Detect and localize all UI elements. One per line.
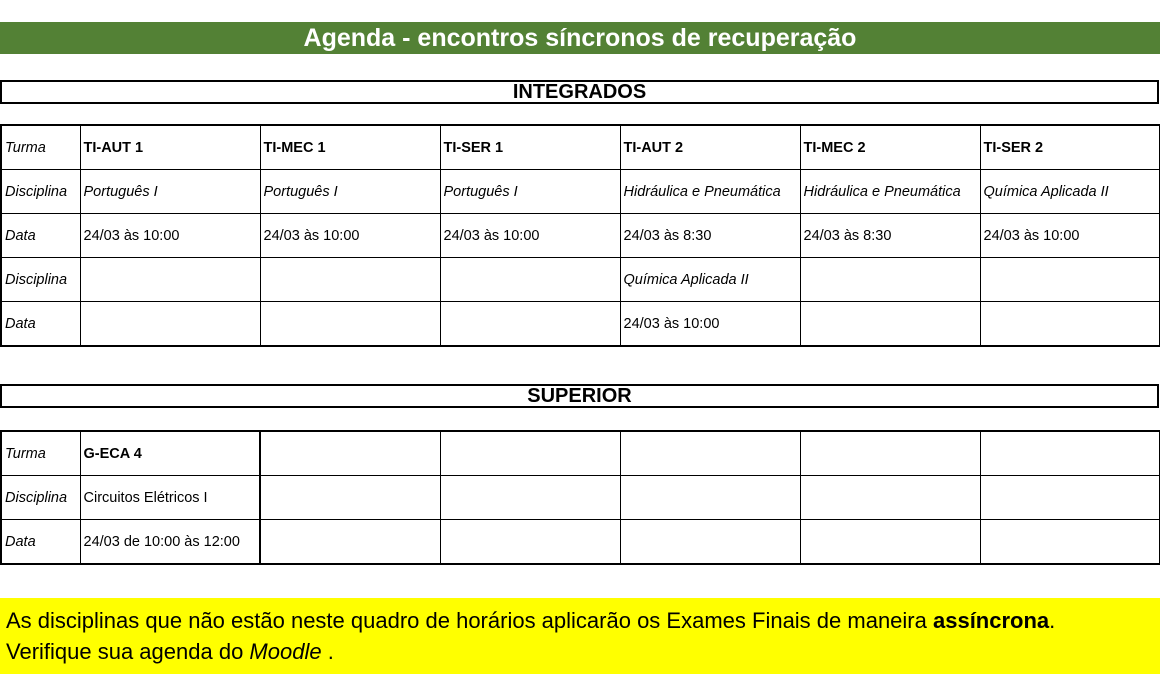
data-cell: 24/03 às 10:00 bbox=[980, 214, 1160, 258]
data-cell: 24/03 às 10:00 bbox=[440, 214, 620, 258]
row-label-turma: Turma bbox=[1, 125, 80, 170]
row-label-turma: Turma bbox=[1, 431, 80, 476]
turma-cell: TI-MEC 1 bbox=[260, 125, 440, 170]
empty-cell bbox=[260, 476, 440, 520]
disciplina-cell: Português I bbox=[440, 170, 620, 214]
notice-line-1 bbox=[6, 605, 1160, 636]
table-row bbox=[1, 476, 1160, 520]
empty-cell bbox=[800, 476, 980, 520]
empty-cell bbox=[800, 520, 980, 565]
data-cell bbox=[260, 302, 440, 347]
notice-box bbox=[0, 598, 1160, 674]
empty-cell bbox=[980, 476, 1160, 520]
disciplina-cell: Português I bbox=[80, 170, 260, 214]
row-label-data: Data bbox=[1, 302, 80, 347]
empty-cell bbox=[620, 520, 800, 565]
row-label-data: Data bbox=[1, 214, 80, 258]
disciplina-cell: Hidráulica e Pneumática bbox=[620, 170, 800, 214]
disciplina-cell: Química Aplicada II bbox=[980, 170, 1160, 214]
empty-cell bbox=[980, 520, 1160, 565]
row-label-data: Data bbox=[1, 520, 80, 565]
table-row bbox=[1, 125, 1160, 170]
disciplina-cell: Circuitos Elétricos I bbox=[80, 476, 260, 520]
table-row bbox=[1, 170, 1160, 214]
page-title: Agenda - encontros síncronos de recuperação bbox=[0, 22, 1160, 54]
empty-cell bbox=[260, 431, 440, 476]
section-header-superior: SUPERIOR bbox=[0, 384, 1159, 408]
disciplina-cell bbox=[800, 258, 980, 302]
section-header-integrados: INTEGRADOS bbox=[0, 80, 1159, 104]
notice-text: . bbox=[1049, 608, 1056, 633]
data-cell: 24/03 às 8:30 bbox=[800, 214, 980, 258]
notice-text: . bbox=[321, 639, 334, 664]
empty-cell bbox=[440, 476, 620, 520]
integrados-table bbox=[0, 124, 1160, 347]
data-cell: 24/03 às 10:00 bbox=[260, 214, 440, 258]
empty-cell bbox=[980, 431, 1160, 476]
empty-cell bbox=[620, 476, 800, 520]
turma-cell: TI-AUT 1 bbox=[80, 125, 260, 170]
disciplina-cell bbox=[260, 258, 440, 302]
row-label-disciplina: Disciplina bbox=[1, 170, 80, 214]
data-cell: 24/03 às 10:00 bbox=[80, 214, 260, 258]
turma-cell: TI-SER 2 bbox=[980, 125, 1160, 170]
row-label-disciplina: Disciplina bbox=[1, 476, 80, 520]
row-label-disciplina: Disciplina bbox=[1, 258, 80, 302]
data-cell: 24/03 de 10:00 às 12:00 bbox=[80, 520, 260, 565]
table-row bbox=[1, 302, 1160, 347]
data-cell bbox=[980, 302, 1160, 347]
superior-table bbox=[0, 430, 1160, 565]
notice-text: As disciplinas que não estão neste quadro de horários aplicarão os Exames Finais de maneira bbox=[6, 608, 933, 633]
table-row bbox=[1, 431, 1160, 476]
table-row bbox=[1, 520, 1160, 565]
disciplina-cell: Química Aplicada II bbox=[620, 258, 800, 302]
turma-cell: G-ECA 4 bbox=[80, 431, 260, 476]
empty-cell bbox=[620, 431, 800, 476]
turma-cell: TI-SER 1 bbox=[440, 125, 620, 170]
disciplina-cell: Português I bbox=[260, 170, 440, 214]
disciplina-cell bbox=[980, 258, 1160, 302]
disciplina-cell bbox=[440, 258, 620, 302]
notice-italic-word: Moodle bbox=[249, 639, 322, 664]
turma-cell: TI-AUT 2 bbox=[620, 125, 800, 170]
notice-bold-word: assíncrona bbox=[932, 608, 1050, 633]
empty-cell bbox=[260, 520, 440, 565]
empty-cell bbox=[440, 520, 620, 565]
empty-cell bbox=[800, 431, 980, 476]
notice-line-2 bbox=[6, 636, 1160, 667]
data-cell bbox=[80, 302, 260, 347]
data-cell: 24/03 às 8:30 bbox=[620, 214, 800, 258]
table-row bbox=[1, 214, 1160, 258]
turma-cell: TI-MEC 2 bbox=[800, 125, 980, 170]
empty-cell bbox=[440, 431, 620, 476]
data-cell bbox=[440, 302, 620, 347]
data-cell: 24/03 às 10:00 bbox=[620, 302, 800, 347]
disciplina-cell: Hidráulica e Pneumática bbox=[800, 170, 980, 214]
table-row bbox=[1, 258, 1160, 302]
notice-text: Verifique sua agenda do bbox=[6, 639, 250, 664]
data-cell bbox=[800, 302, 980, 347]
disciplina-cell bbox=[80, 258, 260, 302]
